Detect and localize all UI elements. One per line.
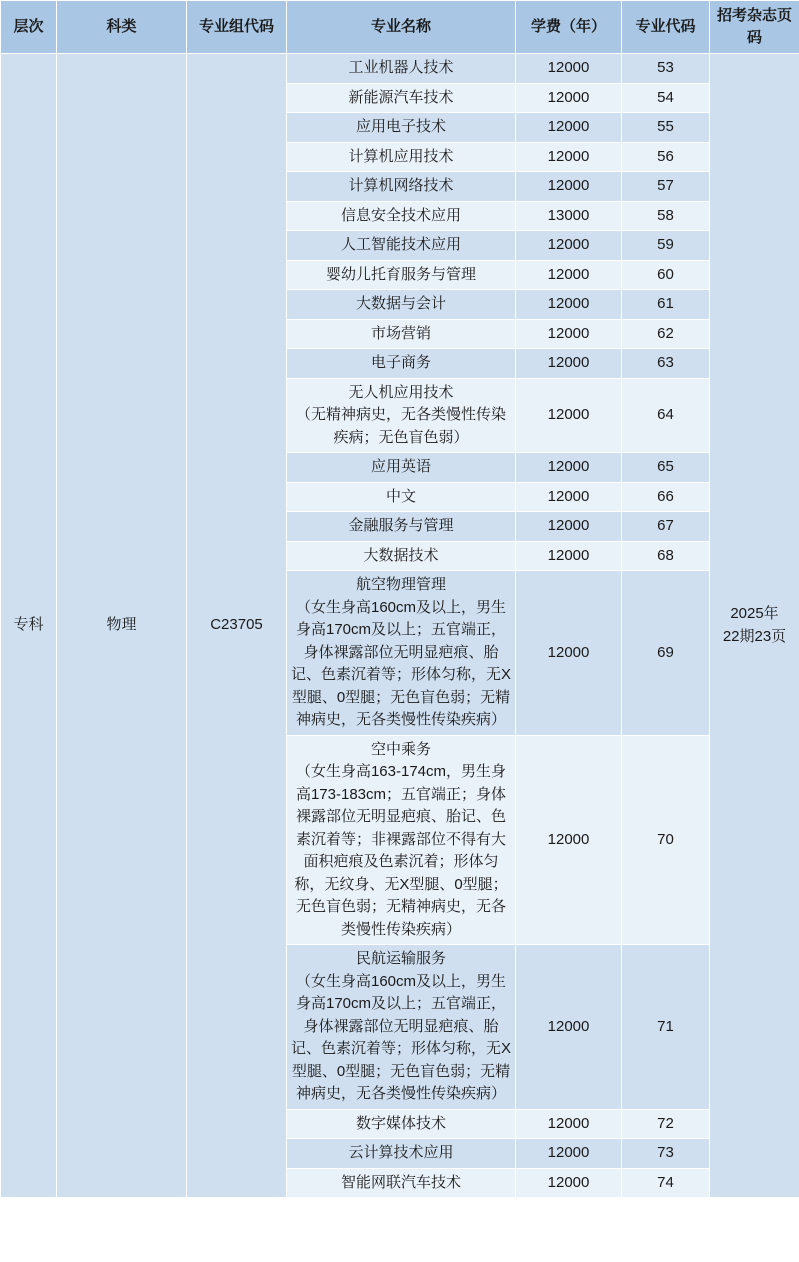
major-requirement-note: （女生身高160cm及以上，男生身高170cm及以上；五官端正，身体裸露部位无明显疤痕、胎记、色素沉着等；形体匀称，无X型腿、0型腿；无色盲色弱；无精神病史，无各类慢性传染疾病） — [291, 972, 512, 1102]
cell-major-code: 64 — [622, 378, 710, 453]
cell-major-name — [287, 290, 516, 320]
cell-tuition: 12000 — [516, 571, 622, 736]
cell-major-code: 66 — [622, 482, 710, 512]
cell-tuition: 12000 — [516, 512, 622, 542]
header-row — [1, 1, 799, 54]
cell-tuition: 12000 — [516, 349, 622, 379]
cell-major-name — [287, 512, 516, 542]
major-name-text: 婴幼儿托育服务与管理 — [325, 265, 476, 283]
cell-major-code: 72 — [622, 1109, 710, 1139]
cell-major-name — [287, 349, 516, 379]
major-name-text: 航空物理管理 — [355, 576, 446, 593]
cell-major-code: 67 — [622, 512, 710, 542]
cell-major-name — [287, 378, 516, 453]
major-name-text: 计算机应用技术 — [348, 147, 454, 165]
major-name-text: 市场营销 — [370, 324, 431, 342]
cell-tuition: 12000 — [516, 945, 622, 1110]
cell-major-name — [287, 319, 516, 349]
cell-tuition: 12000 — [516, 113, 622, 143]
cell-tuition: 12000 — [516, 54, 622, 84]
major-name-text: 工业机器人技术 — [348, 59, 454, 76]
cell-major-code: 70 — [622, 735, 710, 945]
cell-major-code: 69 — [622, 571, 710, 736]
major-name-text: 人工智能技术应用 — [340, 236, 461, 253]
cell-level: 专科 — [1, 54, 57, 1198]
major-name-text: 电子商务 — [370, 354, 431, 371]
major-name-text: 应用电子技术 — [355, 118, 446, 135]
cell-major-code: 63 — [622, 349, 710, 379]
cell-major-code: 57 — [622, 172, 710, 202]
cell-major-name — [287, 113, 516, 143]
cell-major-name — [287, 1168, 516, 1198]
cell-major-code: 74 — [622, 1168, 710, 1198]
header-major-name: 专业名称 — [287, 1, 516, 54]
major-name-text: 大数据与会计 — [355, 295, 446, 312]
major-name-text: 应用英语 — [370, 458, 431, 475]
major-name-text: 信息安全技术应用 — [340, 206, 461, 224]
cell-tuition: 12000 — [516, 83, 622, 113]
major-name-text: 计算机网络技术 — [348, 177, 454, 194]
cell-subject: 物理 — [57, 54, 187, 1198]
cell-major-name — [287, 201, 516, 231]
cell-major-name — [287, 453, 516, 483]
header-level: 层次 — [1, 1, 57, 54]
cell-major-code: 61 — [622, 290, 710, 320]
magazine-page-line2: 22期23页 — [722, 627, 787, 645]
cell-major-name — [287, 1109, 516, 1139]
major-name-text: 民航运输服务 — [355, 950, 446, 967]
table-header — [1, 1, 799, 54]
cell-major-name — [287, 231, 516, 261]
cell-major-code: 60 — [622, 260, 710, 290]
cell-major-code: 58 — [622, 201, 710, 231]
major-requirement-note: （女生身高163-174cm，男生身高173-183cm；五官端正；身体裸露部位无明显疤痕、胎记、色素沉着等；非裸露部位不得有大面积疤痕及色素沉着；形体匀称，无纹身、无X型腿、0型腿；无色盲色弱；无精神病史，无各类慢性传染疾病） — [294, 763, 508, 938]
cell-major-name — [287, 54, 516, 84]
cell-tuition: 12000 — [516, 142, 622, 172]
cell-major-code: 56 — [622, 142, 710, 172]
cell-major-code: 71 — [622, 945, 710, 1110]
table-body — [1, 54, 799, 1198]
major-name-text: 数字媒体技术 — [355, 1114, 446, 1132]
major-name-text: 新能源汽车技术 — [348, 88, 454, 106]
cell-tuition: 12000 — [516, 319, 622, 349]
cell-tuition: 12000 — [516, 541, 622, 571]
cell-major-code: 54 — [622, 83, 710, 113]
magazine-page-line1: 2025年 — [730, 605, 779, 622]
cell-major-name — [287, 1139, 516, 1169]
header-group-code: 专业组代码 — [187, 1, 287, 54]
cell-group-code: C23705 — [187, 54, 287, 1198]
cell-tuition: 12000 — [516, 1168, 622, 1198]
header-magazine-page: 招考杂志页码 — [710, 1, 799, 54]
cell-tuition: 12000 — [516, 260, 622, 290]
cell-major-code: 73 — [622, 1139, 710, 1169]
major-name-text: 金融服务与管理 — [348, 517, 454, 534]
major-requirement-note: （无精神病史，无各类慢性传染疾病；无色盲色弱） — [295, 406, 506, 446]
cell-major-code: 68 — [622, 541, 710, 571]
cell-tuition: 12000 — [516, 172, 622, 202]
cell-tuition: 12000 — [516, 378, 622, 453]
cell-magazine-page — [710, 54, 799, 1198]
cell-major-name — [287, 571, 516, 736]
table-row — [1, 54, 799, 84]
cell-major-code: 62 — [622, 319, 710, 349]
cell-major-name — [287, 142, 516, 172]
cell-major-code: 65 — [622, 453, 710, 483]
header-major-code: 专业代码 — [622, 1, 710, 54]
cell-tuition: 12000 — [516, 735, 622, 945]
cell-major-name — [287, 945, 516, 1110]
major-name-text: 云计算技术应用 — [348, 1144, 454, 1161]
cell-tuition: 13000 — [516, 201, 622, 231]
cell-major-name — [287, 735, 516, 945]
cell-tuition: 12000 — [516, 453, 622, 483]
major-name-text: 智能网联汽车技术 — [340, 1173, 461, 1191]
major-name-text: 中文 — [385, 487, 416, 505]
cell-major-name — [287, 83, 516, 113]
cell-major-code: 53 — [622, 54, 710, 84]
cell-tuition: 12000 — [516, 1139, 622, 1169]
cell-major-name — [287, 541, 516, 571]
cell-tuition: 12000 — [516, 290, 622, 320]
cell-tuition: 12000 — [516, 231, 622, 261]
cell-major-name — [287, 482, 516, 512]
cell-major-code: 59 — [622, 231, 710, 261]
cell-major-name — [287, 260, 516, 290]
cell-tuition: 12000 — [516, 1109, 622, 1139]
major-name-text: 无人机应用技术 — [348, 383, 454, 401]
major-name-text: 大数据技术 — [363, 546, 439, 564]
cell-tuition: 12000 — [516, 482, 622, 512]
major-requirement-note: （女生身高160cm及以上，男生身高170cm及以上；五官端正，身体裸露部位无明显疤痕、胎记、色素沉着等；形体匀称，无X型腿、0型腿；无色盲色弱；无精神病史，无各类慢性传染疾病） — [291, 598, 512, 728]
header-tuition: 学费（年） — [516, 1, 622, 54]
header-subject: 科类 — [57, 1, 187, 54]
cell-major-name — [287, 172, 516, 202]
cell-major-code: 55 — [622, 113, 710, 143]
major-name-text: 空中乘务 — [370, 740, 431, 758]
